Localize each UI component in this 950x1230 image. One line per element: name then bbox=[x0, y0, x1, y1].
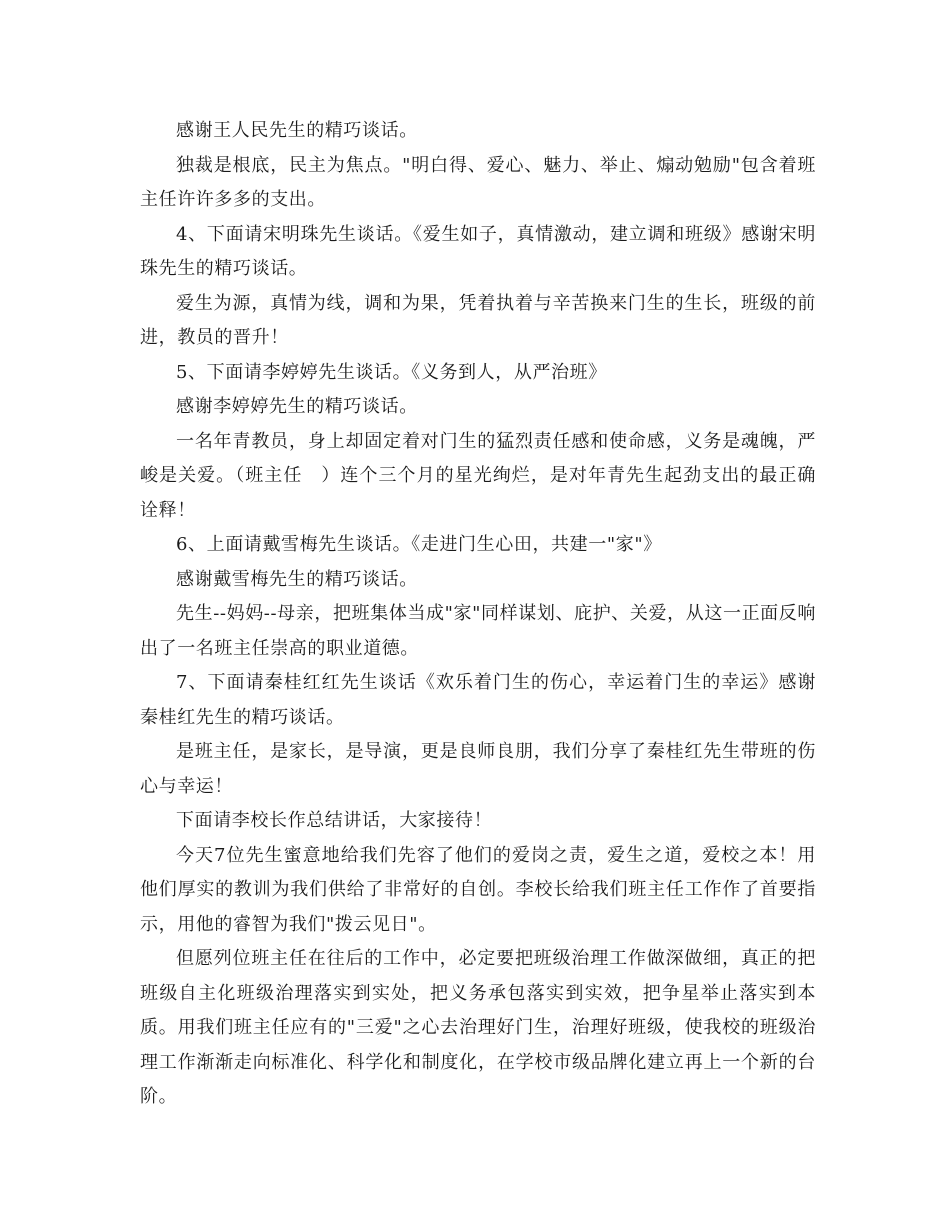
document-body bbox=[140, 114, 816, 1115]
paragraph: 先生--妈妈--母亲，把班集体当成"家"同样谋划、庇护、关爱，从这一正面反响出了一名班主任崇高的职业道德。 bbox=[140, 603, 816, 659]
paragraph: 5、下面请李婷婷先生谈话。《义务到人，从严治班》 bbox=[176, 361, 607, 383]
paragraph: 下面请李校长作总结讲话，大家接待！ bbox=[176, 810, 493, 831]
paragraph: 6、上面请戴雪梅先生谈话。《走进门生心田，共建一"家"》 bbox=[176, 534, 662, 555]
paragraph: 今天7位先生蜜意地给我们先容了他们的爱岗之责，爱生之道，爱校之本！用他们厚实的教训为我们供给了非常好的自创。李校长给我们班主任工作作了首要指示，用他的睿智为我们"拨云见日"。 bbox=[140, 844, 816, 935]
paragraph: 爱生为源，真情为线，调和为果，凭着执着与辛苦换来门生的生长，班级的前进，教员的晋升！ bbox=[140, 292, 816, 348]
paragraph: 感谢戴雪梅先生的精巧谈话。 bbox=[176, 568, 418, 590]
paragraph: 4、下面请宋明珠先生谈话。《爱生如子，真情激动，建立调和班级》感谢宋明珠先生的精巧谈话。 bbox=[140, 223, 816, 279]
paragraph: 7、下面请秦桂红红先生谈话《欢乐着门生的伤心，幸运着门生的幸运》感谢秦桂红先生的精巧谈话。 bbox=[140, 672, 816, 728]
paragraph: 感谢李婷婷先生的精巧谈话。 bbox=[176, 396, 418, 417]
paragraph: 感谢王人民先生的精巧谈话。 bbox=[176, 120, 418, 141]
paragraph: 一名年青教员，身上却固定着对门生的猛烈责任感和使命感，义务是魂魄，严峻是关爱。（班主任 ）连个三个月的星光绚烂，是对年青先生起劲支出的最正确诠释！ bbox=[140, 430, 816, 521]
paragraph: 但愿列位班主任在往后的工作中，必定要把班级治理工作做深做细，真正的把班级自主化班级治理落实到实处，把义务承包落实到实效，把争星举止落实到本质。用我们班主任应有的"三爱"之心去治理好门生，治理好班级，使我校的班级治理工作渐渐走向标准化、科学化和制度化，在学校市级品牌化建立再上一个新的台阶。 bbox=[140, 948, 816, 1107]
paragraph: 是班主任，是家长，是导演，更是良师良朋，我们分享了秦桂红先生带班的伤心与幸运！ bbox=[140, 741, 816, 797]
paragraph: 独裁是根底，民主为焦点。"明白得、爱心、魅力、举止、煽动勉励"包含着班主任许许多多的支出。 bbox=[140, 154, 816, 210]
